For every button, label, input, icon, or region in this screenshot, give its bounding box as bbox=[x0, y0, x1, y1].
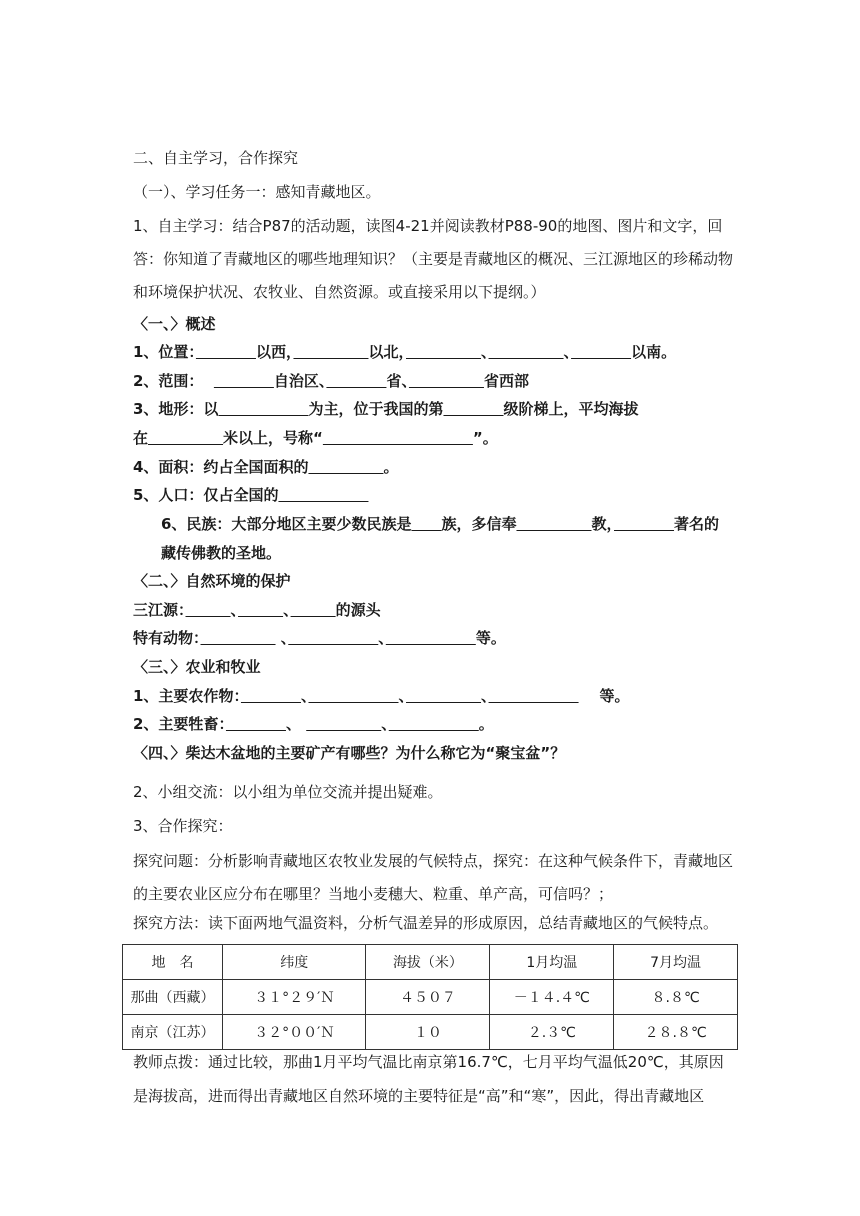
livestock-label: 2、主要牲畜： bbox=[133, 715, 226, 733]
outline-heading-1: 〈一、〉概述 bbox=[133, 315, 216, 333]
animals-line bbox=[133, 628, 506, 648]
table-row bbox=[123, 1015, 738, 1050]
animals-label: 特有动物： bbox=[133, 629, 201, 647]
table-header-row bbox=[123, 945, 738, 980]
crops-line bbox=[133, 686, 629, 706]
climate-table bbox=[122, 944, 738, 1050]
ethnic-label: 6、民族：大部分地区主要少数民族是 bbox=[161, 515, 412, 533]
blank bbox=[406, 687, 481, 705]
cell-altitude: ４５０７ bbox=[366, 980, 490, 1015]
header-jan-temp: 1月均温 bbox=[490, 945, 614, 980]
self-study-line-2: 答：你知道了青藏地区的哪些地理知识？（主要是青藏地区的概况、三江源地区的珍稀动物 bbox=[133, 250, 734, 268]
animals-end: 等。 bbox=[475, 629, 506, 647]
population-label: 5、人口：仅占全国的 bbox=[133, 486, 279, 504]
cell-jan-temp: ２.３℃ bbox=[490, 1015, 614, 1050]
blank bbox=[614, 515, 674, 533]
crops-sep: 、 bbox=[398, 687, 407, 705]
location-west: 以西， bbox=[255, 343, 294, 361]
location-line bbox=[133, 342, 676, 362]
livestock-sep: 、 bbox=[381, 715, 389, 733]
blank bbox=[308, 458, 383, 476]
cell-latitude: ３１°２９′Ｎ bbox=[223, 980, 366, 1015]
table-row bbox=[123, 980, 738, 1015]
blank bbox=[406, 343, 481, 361]
terrain-main: 为主，位于我国的第 bbox=[308, 400, 444, 418]
range-label: 2、范围： bbox=[133, 372, 204, 390]
blank bbox=[326, 372, 386, 390]
population-line bbox=[133, 485, 368, 505]
blank bbox=[409, 372, 484, 390]
terrain-label: 3、地形：以 bbox=[133, 400, 219, 418]
blank bbox=[308, 687, 398, 705]
blank bbox=[291, 601, 336, 619]
crops-sep: 、 bbox=[300, 687, 309, 705]
inquiry-question-line-2: 的主要农业区应分布在哪里？当地小麦穗大、粒重、单产高，可信吗？； bbox=[133, 885, 614, 903]
location-sep: 、 bbox=[563, 343, 572, 361]
ethnic-line-1 bbox=[161, 514, 719, 534]
blank bbox=[238, 601, 283, 619]
livestock-sep: 、 bbox=[285, 715, 301, 733]
group-exchange: 2、小组交流：以小组为单位交流并提出疑难。 bbox=[133, 783, 443, 801]
blank bbox=[288, 629, 378, 647]
sanjiang-line bbox=[133, 600, 381, 620]
blank bbox=[148, 429, 223, 447]
blank bbox=[389, 715, 479, 733]
sanjiang-label: 三江源： bbox=[133, 601, 186, 619]
sanjiang-sep: 、 bbox=[283, 601, 291, 619]
inquiry-question-line-1: 探究问题：分析影响青藏地区农牧业发展的气候特点，探究：在这种气候条件下，青藏地区 bbox=[133, 852, 734, 870]
self-study-line-1: 1、自主学习：结合P87的活动题，读图4-21并阅读教材P88-90的地图、图片和文字，回 bbox=[133, 217, 723, 235]
blank bbox=[489, 687, 579, 705]
crops-label: 1、主要农作物： bbox=[133, 687, 241, 705]
blank bbox=[196, 343, 256, 361]
header-place: 地 名 bbox=[123, 945, 223, 980]
section-title: 二、自主学习，合作探究 bbox=[133, 149, 299, 167]
cooperative-heading: 3、合作探究： bbox=[133, 817, 233, 835]
terrain-above: 米以上，号称“ bbox=[223, 429, 323, 447]
cell-jan-temp: －１４.４℃ bbox=[490, 980, 614, 1015]
range-zone: 自治区、 bbox=[273, 372, 327, 390]
ethnic-religion: 教， bbox=[591, 515, 615, 533]
range-west: 省西部 bbox=[483, 372, 529, 390]
self-study-line-3: 和环境保护状况、农牧业、自然资源。或直接采用以下提纲。） bbox=[133, 283, 546, 301]
terrain-at: 在 bbox=[133, 429, 149, 447]
cell-altitude: １０ bbox=[366, 1015, 490, 1050]
blank bbox=[516, 515, 591, 533]
location-sep: 、 bbox=[481, 343, 489, 361]
crops-end: 等。 bbox=[599, 687, 630, 705]
cell-place: 南京（江苏） bbox=[123, 1015, 223, 1050]
teacher-note-line-2: 是海拔高，进而得出青藏地区自然环境的主要特征是“高”和“寒”，因此，得出青藏地区 bbox=[133, 1087, 705, 1105]
range-line bbox=[133, 371, 529, 391]
blank bbox=[411, 515, 441, 533]
livestock-end: 。 bbox=[478, 715, 494, 733]
blank bbox=[293, 343, 368, 361]
blank bbox=[278, 486, 368, 504]
location-south: 以南。 bbox=[631, 343, 677, 361]
header-latitude: 纬度 bbox=[223, 945, 366, 980]
blank bbox=[443, 400, 503, 418]
ethnic-famous: 著名的 bbox=[674, 515, 720, 533]
teacher-note-line-1: 教师点拨：通过比较，那曲1月平均气温比南京第16.7℃，七月平均气温低20℃，其原因 bbox=[133, 1053, 724, 1071]
outline-heading-3: 〈三、〉农业和牧业 bbox=[133, 658, 261, 676]
range-prov: 省、 bbox=[386, 372, 409, 390]
blank bbox=[323, 429, 473, 447]
terrain-line-1 bbox=[133, 399, 639, 419]
inquiry-method: 探究方法：读下面两地气温资料，分析气温差异的形成原因，总结青藏地区的气候特点。 bbox=[133, 914, 719, 932]
sanjiang-sep: 、 bbox=[230, 601, 239, 619]
blank bbox=[201, 629, 276, 647]
sanjiang-end: 的源头 bbox=[335, 601, 381, 619]
animals-sep: 、 bbox=[275, 629, 289, 647]
blank bbox=[241, 687, 301, 705]
livestock-line bbox=[133, 714, 494, 734]
ethnic-clan: 族，多信奉 bbox=[441, 515, 517, 533]
ethnic-line-2: 藏传佛教的圣地。 bbox=[161, 544, 282, 562]
crops-sep: 、 bbox=[481, 687, 489, 705]
blank bbox=[186, 601, 231, 619]
animals-sep: 、 bbox=[378, 629, 386, 647]
area-label: 4、面积：约占全国面积的 bbox=[133, 458, 309, 476]
location-north: 以北， bbox=[368, 343, 406, 361]
cell-jul-temp: ２８.８℃ bbox=[614, 1015, 738, 1050]
cell-latitude: ３２°００′Ｎ bbox=[223, 1015, 366, 1050]
blank bbox=[214, 372, 274, 390]
outline-heading-4: 〈四、〉柴达木盆地的主要矿产有哪些？为什么称它为“聚宝盆”？ bbox=[133, 744, 566, 762]
blank bbox=[386, 629, 476, 647]
cell-place: 那曲（西藏） bbox=[123, 980, 223, 1015]
header-altitude: 海拔（米） bbox=[366, 945, 490, 980]
outline-heading-2: 〈二、〉自然环境的保护 bbox=[133, 572, 291, 590]
area-line bbox=[133, 457, 398, 477]
cell-jul-temp: ８.８℃ bbox=[614, 980, 738, 1015]
blank bbox=[226, 715, 286, 733]
terrain-end: ”。 bbox=[472, 429, 498, 447]
blank bbox=[306, 715, 381, 733]
header-jul-temp: 7月均温 bbox=[614, 945, 738, 980]
location-label: 1、位置： bbox=[133, 343, 196, 361]
task-one-heading: （一）、学习任务一：感知青藏地区。 bbox=[133, 183, 381, 201]
blank bbox=[489, 343, 564, 361]
terrain-step: 级阶梯上，平均海拔 bbox=[503, 400, 639, 418]
terrain-line-2 bbox=[133, 428, 498, 448]
area-end: 。 bbox=[383, 458, 399, 476]
blank bbox=[571, 343, 631, 361]
blank bbox=[218, 400, 308, 418]
